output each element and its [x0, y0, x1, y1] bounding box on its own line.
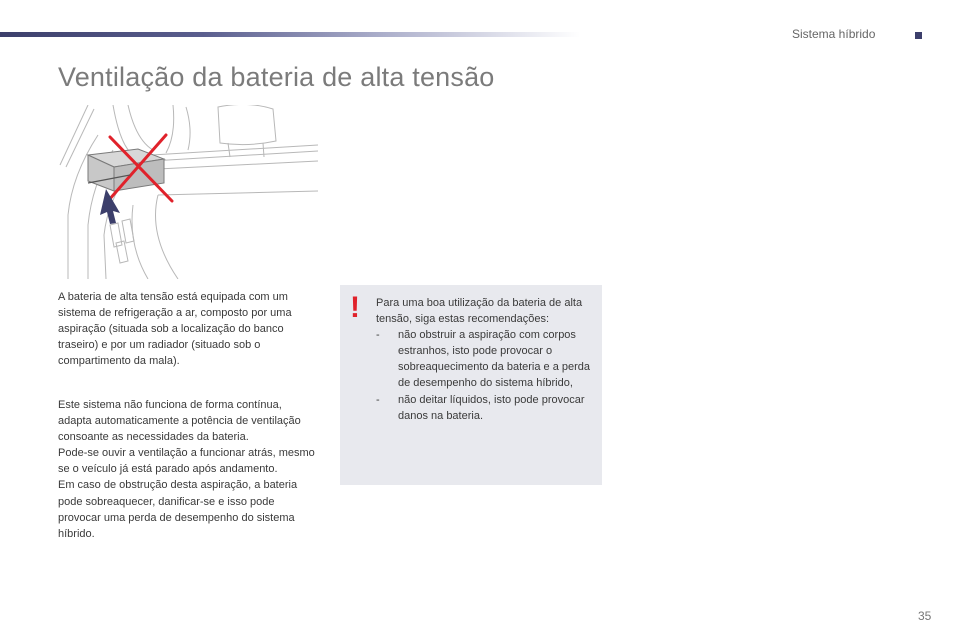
warning-item-text: não obstruir a aspiração com corpos estranhos, isto pode provocar o sobreaquecimento da bateria e a perda de desempenho do sistema híbrido,	[398, 329, 591, 390]
section-label: Sistema híbrido	[792, 27, 876, 41]
page-number: 35	[918, 609, 932, 623]
header-gradient-bar	[0, 32, 580, 37]
car-trunk-ventilation-illustration	[58, 105, 318, 279]
warning-item-text: não deitar líquidos, isto pode provocar danos na bateria.	[398, 393, 585, 422]
warning-item	[376, 327, 598, 391]
warning-item	[376, 392, 598, 424]
section-marker	[915, 32, 922, 39]
warning-list	[376, 327, 598, 424]
paragraph-intro: A bateria de alta tensão está equipada com um sistema de refrigeração a ar, composto por uma aspiração (situada sob a localização do banco traseiro) e por um radiador (situado sob o compartimento da mala).	[58, 291, 292, 368]
warning-intro: Para uma boa utilização da bateria de alta tensão, siga estas recomendações:	[376, 297, 583, 326]
warning-text	[376, 295, 598, 424]
warning-bullet: -	[376, 329, 380, 342]
warning-box	[340, 285, 602, 485]
warning-bullet: -	[376, 393, 380, 406]
page-title: Ventilação da bateria de alta tensão	[58, 62, 495, 92]
exclamation-icon: !	[350, 291, 360, 324]
paragraph-details: Este sistema não funciona de forma contínua, adapta automaticamente a potência de ventilação consoante as necessidades da bateria. Pode-se ouvir a ventilação a funcionar atrás, mesmo se o veículo já está parado após andamento. Em caso de obstrução desta aspiração, a bateria pode sobreaquecer, danificar-se e isso pode provocar uma perda de desempenho do sistema híbrido.	[58, 399, 315, 540]
